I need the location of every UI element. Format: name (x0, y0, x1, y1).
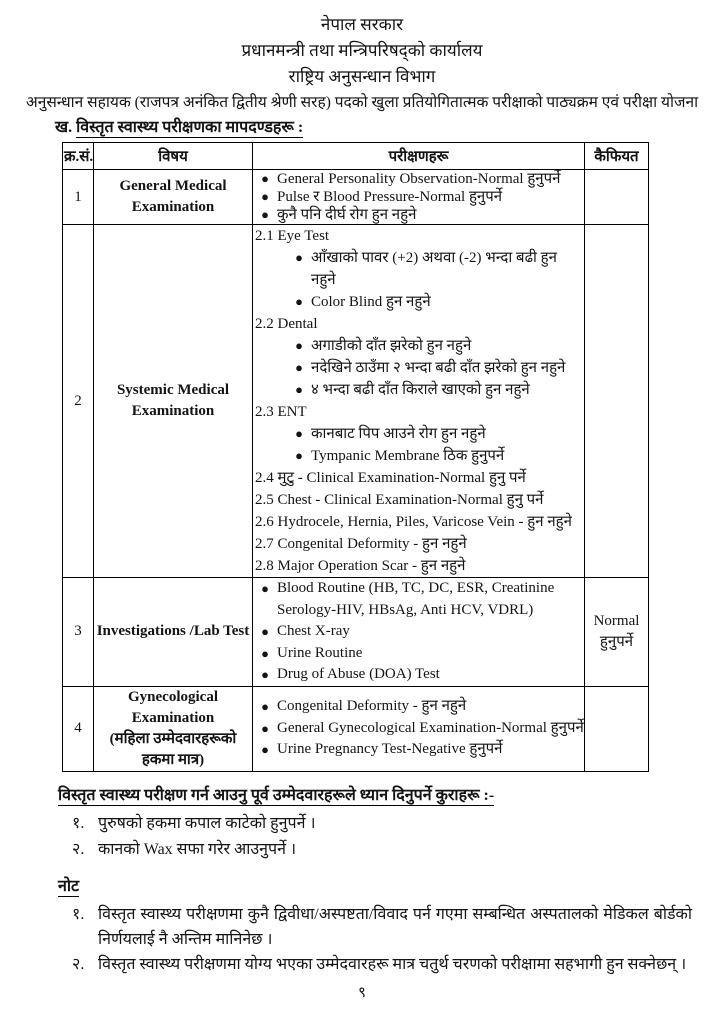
bullet-icon: ● (261, 189, 269, 204)
test-item: 2.7 Congenital Deformity - हुन नहुने (255, 536, 467, 552)
section-prefix: ख. (55, 119, 73, 136)
bullet-icon: ● (295, 338, 303, 353)
subject-cell: Investigations /Lab Test (94, 578, 253, 687)
test-bullet-item: ● कुनै पनि दीर्घ रोग हुन नहुने (253, 206, 584, 224)
bullet-icon: ● (261, 171, 269, 186)
sn-cell: 1 (63, 170, 94, 225)
note-heading: नोट (58, 877, 80, 895)
test-bullet-item: ● कानबाट पिप आउने रोग हुन नहुने (287, 423, 584, 445)
test-bullet-item: ● ४ भन्दा बढी दाँत किराले खाएको हुन नहुने (287, 379, 584, 401)
page-number: ९ (358, 985, 366, 1001)
test-bullet-item: ● General Personality Observation-Normal हुनुपर्ने (253, 170, 584, 188)
bullet-icon: ● (261, 581, 269, 596)
bullet-icon: ● (261, 720, 269, 736)
bullet-icon: ● (295, 250, 303, 265)
subject-note: (महिला उम्मेदवारहरूको हकमा मात्र) (109, 730, 237, 768)
sn-cell: 3 (63, 578, 94, 687)
section-heading-text: विस्तृत स्वास्थ्य परीक्षणका मापदण्डहरू : (76, 119, 304, 136)
test-item: 2.8 Major Operation Scar - हुन नहुने (255, 558, 466, 574)
remarks-cell: Normal हुनुपर्ने (585, 578, 649, 687)
test-bullet-item: ● Urine Routine (253, 643, 584, 665)
tests-cell (253, 170, 585, 225)
table-row (63, 225, 649, 578)
test-item: 2.5 Chest - Clinical Examination-Normal हुनु पर्ने (255, 492, 544, 508)
bullet-icon: ● (261, 624, 269, 639)
col-header-sn: क्र.सं. (63, 143, 94, 170)
item-number: २. (72, 840, 85, 858)
subject-cell: General Medical Examination (94, 170, 253, 225)
bullet-icon: ● (295, 294, 303, 309)
bullet-icon: ● (261, 742, 269, 758)
test-bullet-item: ● General Gynecological Examination-Normal हुनुपर्ने (253, 718, 584, 740)
test-bullet-item: ● Congenital Deformity - हुन नहुने (253, 696, 584, 718)
bullet-icon: ● (261, 645, 269, 661)
test-bullet-item: ● Tympanic Membrane ठिक हुनुपर्ने (287, 445, 584, 467)
test-bullet-item: ● Drug of Abuse (DOA) Test (253, 664, 584, 686)
department-name: राष्ट्रिय अनुसन्धान विभाग (288, 67, 436, 86)
test-bullet-item: ● Chest X-ray (253, 621, 584, 643)
col-header-subject: विषय (94, 143, 253, 170)
col-header-tests: परीक्षणहरू (253, 143, 585, 170)
office-name: प्रधानमन्त्री तथा मन्त्रिपरिषद्को कार्यालय (241, 41, 483, 60)
list-item (72, 952, 692, 977)
test-item: 2.2 Dental (255, 316, 318, 332)
remarks-cell (585, 686, 649, 771)
test-bullet-item: ● Pulse र Blood Pressure-Normal हुनुपर्ने (253, 188, 584, 206)
standards-table (62, 142, 649, 772)
table-row (63, 686, 649, 771)
item-number: १. (72, 905, 85, 923)
bullet-icon: ● (261, 667, 269, 682)
org-name: नेपाल सरकार (320, 15, 404, 34)
syllabus-title: अनुसन्धान सहायक (राजपत्र अनंकित द्वितीय श्रेणी सरह) पदको खुला प्रतियोगितात्मक परीक्षाको पाठ्यक्रम एवं परीक्षा योजना (25, 94, 699, 111)
table-header-row (63, 143, 649, 170)
item-text: पुरुषको हकमा कपाल काटेको हुनुपर्ने । (98, 814, 316, 832)
tests-cell (253, 578, 585, 687)
pre-exam-heading: विस्तृत स्वास्थ्य परीक्षण गर्न आउनु पूर्व उम्मेदवारहरूले ध्यान दिनुपर्ने कुराहरू :- (58, 786, 495, 804)
sn-cell: 4 (63, 686, 94, 771)
test-bullet-item: ● Blood Routine (HB, TC, DC, ESR, Creatinine Serology-HIV, HBsAg, Anti HCV, VDRL) (253, 578, 584, 621)
subject-cell: Systemic Medical Examination (94, 225, 253, 578)
test-bullet-item: ● Urine Pregnancy Test-Negative हुनुपर्ने (253, 739, 584, 761)
item-text: कानको Wax सफा गरेर आउनुपर्ने । (98, 840, 297, 858)
document-header (0, 0, 724, 114)
bullet-icon: ● (295, 360, 303, 375)
bullet-icon: ● (295, 382, 303, 397)
table-row (63, 170, 649, 225)
col-header-remarks: कैफियत (585, 143, 649, 170)
remarks-cell (585, 225, 649, 578)
list-item (72, 837, 692, 863)
subject-cell (94, 686, 253, 771)
test-item: 2.4 मुटु - Clinical Examination-Normal हुनु पर्ने (255, 470, 526, 486)
bullet-icon: ● (261, 699, 269, 715)
item-text: विस्तृत स्वास्थ्य परीक्षणमा कुनै द्विवीधा/अस्पष्टता/विवाद पर्न गएमा सम्बन्धित अस्पतालको मेडिकल बोर्डको निर्णयलाई नै अन्तिम मानिनेछ । (98, 905, 692, 948)
item-number: १. (72, 814, 85, 832)
tests-cell (253, 686, 585, 771)
remarks-cell (585, 170, 649, 225)
test-bullet-item: ● Color Blind हुन नहुने (287, 291, 584, 313)
tests-cell (253, 225, 585, 578)
item-number: २. (72, 955, 85, 973)
list-item (72, 902, 692, 952)
test-bullet-item: ● आँखाको पावर (+2) अथवा (-2) भन्दा बढी हुन नहुने (287, 247, 584, 291)
test-item: 2.6 Hydrocele, Hernia, Piles, Varicose Vein - हुन नहुने (255, 514, 572, 530)
sn-cell: 2 (63, 225, 94, 578)
test-bullet-item: ● अगाडीको दाँत झरेको हुन नहुने (287, 335, 584, 357)
list-item (72, 811, 692, 837)
bullet-icon: ● (295, 426, 303, 441)
note-list (0, 902, 724, 977)
section-heading (55, 116, 724, 139)
test-item: 2.1 Eye Test (255, 228, 330, 244)
subject-title: Gynecological Examination (128, 688, 218, 726)
test-item: 2.3 ENT (255, 404, 307, 420)
item-text: विस्तृत स्वास्थ्य परीक्षणमा योग्य भएका उम्मेदवारहरू मात्र चतुर्थ चरणको परीक्षामा सहभागी हुन सक्नेछन् । (98, 955, 687, 973)
table-row (63, 578, 649, 687)
bullet-icon: ● (295, 448, 303, 463)
pre-exam-list (0, 811, 724, 863)
test-bullet-item: ● नदेखिने ठाउँमा २ भन्दा बढी दाँत झरेको हुन नहुने (287, 357, 584, 379)
bullet-icon: ● (261, 207, 269, 222)
